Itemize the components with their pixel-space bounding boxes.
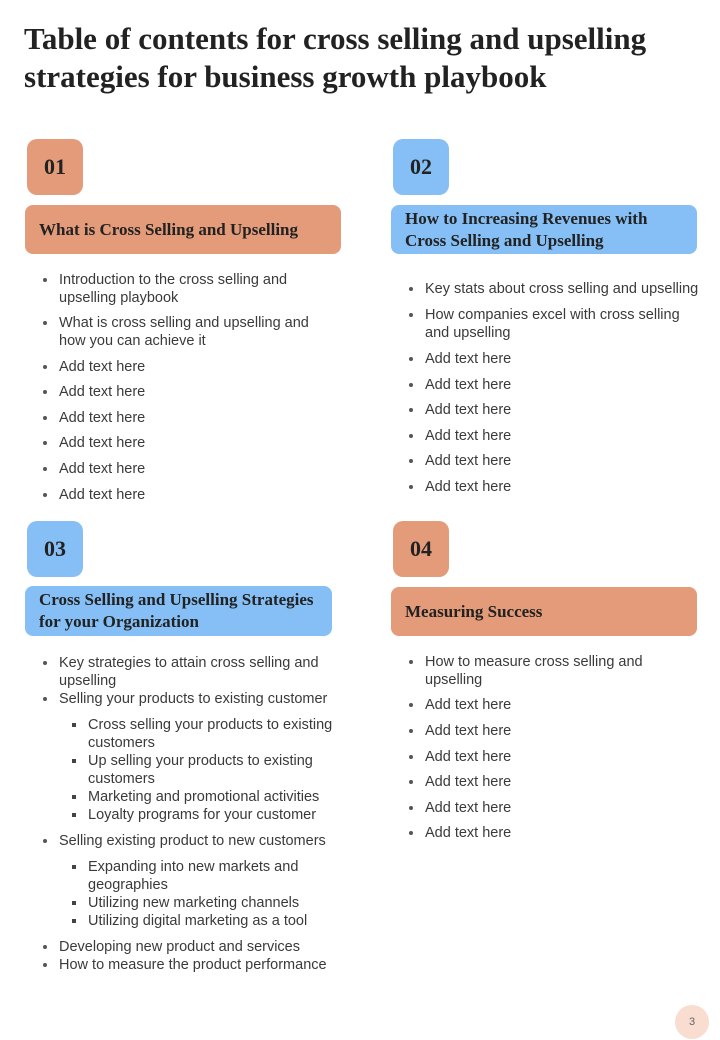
list-item: How to measure cross selling and upselling [407, 653, 667, 689]
list-item: Add text here [41, 409, 331, 427]
sub-list-item: Loyalty programs for your customer [41, 806, 341, 824]
section-heading-03: Cross Selling and Upselling Strategies for your Organization [25, 586, 332, 636]
page-number-badge: 3 [675, 1005, 709, 1039]
list-item: Add text here [407, 722, 667, 740]
sub-list-item: Expanding into new markets and geographies [41, 858, 341, 894]
section-list-04 [407, 653, 667, 842]
list-item: How companies excel with cross selling and upselling [407, 306, 707, 342]
list-item: How to measure the product performance [41, 956, 341, 974]
section-number-02: 02 [393, 139, 449, 195]
sub-list-item: Up selling your products to existing customers [41, 752, 341, 788]
list-item: Add text here [407, 427, 707, 445]
list-item: Selling your products to existing customer [41, 690, 341, 708]
section-heading-04: Measuring Success [391, 587, 697, 636]
section-number-03: 03 [27, 521, 83, 577]
list-item: Add text here [41, 383, 331, 401]
list-item: Add text here [407, 799, 667, 817]
section-list-02 [407, 280, 707, 496]
list-item: Developing new product and services [41, 938, 341, 956]
list-item: Add text here [407, 696, 667, 714]
section-heading-02: How to Increasing Revenues with Cross Selling and Upselling [391, 205, 697, 254]
list-item: Add text here [407, 773, 667, 791]
list-item: Add text here [407, 350, 707, 368]
list-item: Introduction to the cross selling and upselling playbook [41, 271, 331, 307]
list-item: Add text here [407, 478, 707, 496]
section-number-01: 01 [27, 139, 83, 195]
list-item: Add text here [407, 452, 707, 470]
page-title: Table of contents for cross selling and upselling strategies for business growth playbook [24, 21, 647, 94]
sub-list-item: Cross selling your products to existing customers [41, 716, 341, 752]
list-item: Add text here [407, 401, 707, 419]
list-item: What is cross selling and upselling and how you can achieve it [41, 314, 331, 350]
sub-list-item: Utilizing new marketing channels [41, 894, 341, 912]
section-number-04: 04 [393, 521, 449, 577]
list-item: Selling existing product to new customers [41, 832, 341, 850]
list-item: Add text here [41, 358, 331, 376]
list-item: Add text here [41, 486, 331, 504]
section-list-01 [41, 271, 331, 504]
list-item: Key stats about cross selling and upselling [407, 280, 707, 298]
list-item: Add text here [41, 434, 331, 452]
sub-list-item: Marketing and promotional activities [41, 788, 341, 806]
list-item: Add text here [407, 376, 707, 394]
sub-list-item: Utilizing digital marketing as a tool [41, 912, 341, 930]
list-item: Add text here [407, 748, 667, 766]
section-heading-01: What is Cross Selling and Upselling [25, 205, 341, 254]
list-item: Add text here [407, 824, 667, 842]
list-item: Add text here [41, 460, 331, 478]
section-list-03 [41, 654, 341, 974]
list-item: Key strategies to attain cross selling and upselling [41, 654, 341, 690]
